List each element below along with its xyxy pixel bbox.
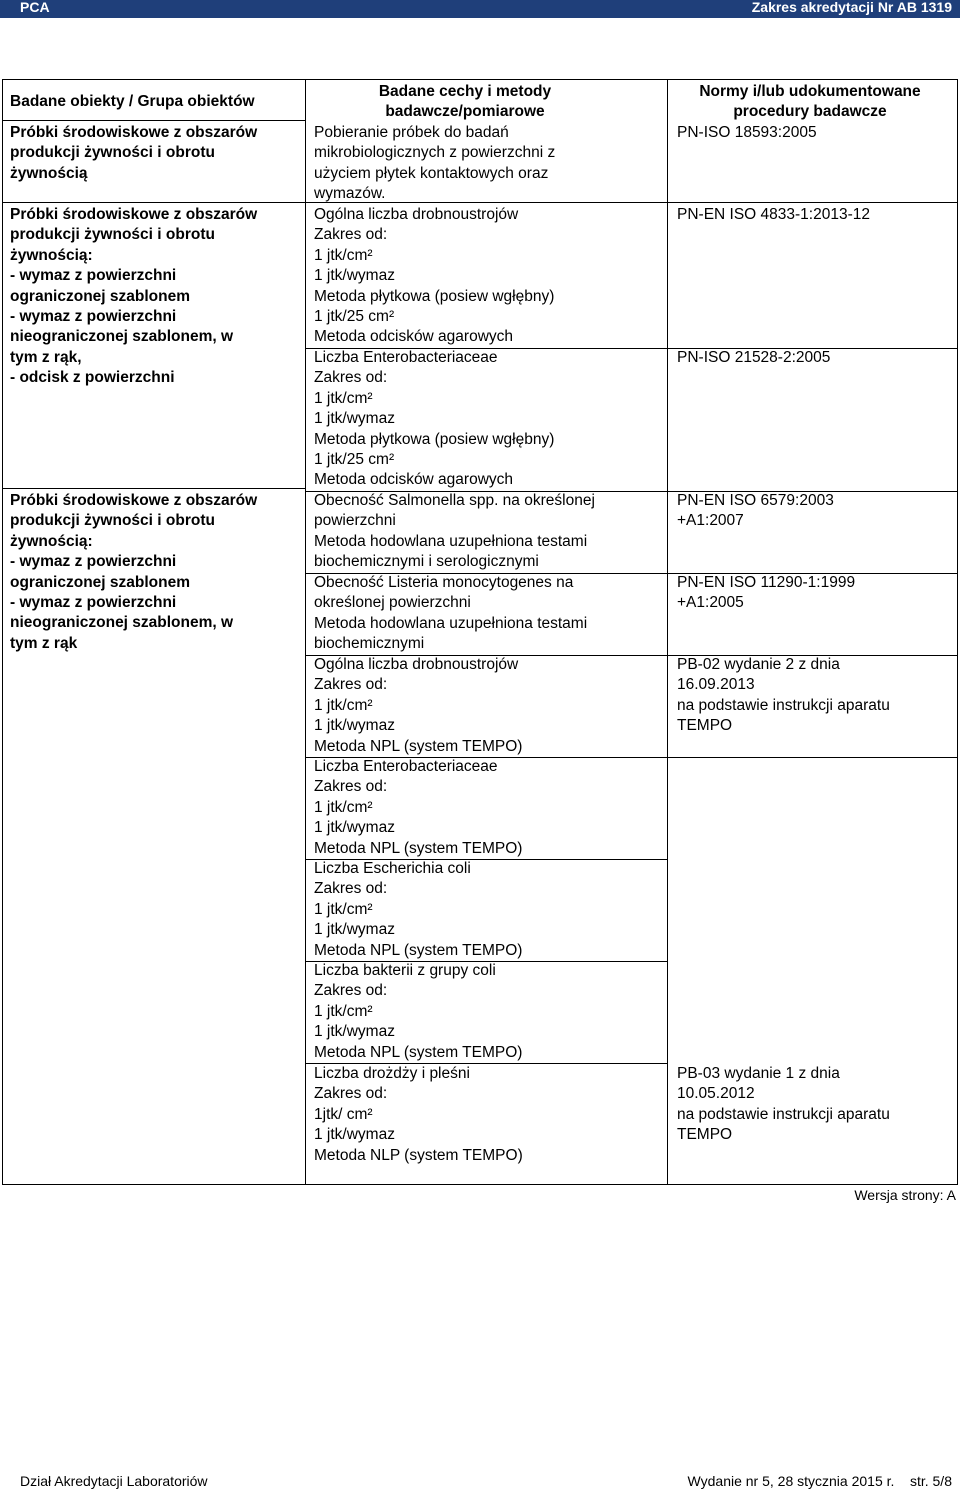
method-block-2 [314,205,659,348]
method-block-5 [314,573,659,655]
object-line: - odcisk z powierzchni [10,369,175,387]
row-divider [3,202,305,203]
norm-block-1 [677,123,949,143]
method-line: Zakres od: [314,226,388,244]
method-line: Metoda płytkowa (posiew wgłębny) [314,287,555,305]
method-block-9 [314,961,659,1063]
method-block-4 [314,491,659,573]
row-divider [3,488,305,489]
method-block-7 [314,757,659,859]
methods-header-line: Badane cechy i metody [378,83,552,100]
header-org: PCA [20,0,50,15]
method-line: określonej powierzchni [314,594,471,612]
norm-line: +A1:2007 [677,512,744,530]
object-line: - wymaz z powierzchni [10,308,177,326]
object-line: produkcji żywności i obrotu [10,144,215,162]
method-line: Obecność Listeria monocytogenes na [314,574,574,591]
method-line: Pobieranie próbek do badań [314,124,509,141]
methods-header-line: badawcze/pomiarowe [385,103,545,121]
object-line: żywnością: [10,532,93,550]
object-line: ograniczonej szablonem [10,573,191,591]
method-line: Liczba Enterobacteriaceae [314,349,498,366]
method-line: Ogólna liczba drobnoustrojów [314,206,519,223]
method-line: powierzchni [314,512,396,530]
method-line: biochemicznymi i serologicznymi [314,553,539,571]
method-line: użyciem płytek kontaktowych oraz [314,164,549,182]
object-line: żywnością: [10,246,93,264]
footer-edition: Wydanie nr 5, 28 stycznia 2015 r. str. 5/8 [687,1473,952,1489]
method-line: 1 jtk/cm² [314,1002,373,1020]
method-line: 1 jtk/wymaz [314,410,395,428]
norm-line: 10.05.2012 [677,1085,755,1103]
object-line: tym z rąk [10,634,78,652]
method-line: 1 jtk/25 cm² [314,308,395,326]
method-line: 1 jtk/cm² [314,900,373,918]
method-line: Metoda NPL (system TEMPO) [314,1043,523,1061]
norms-header [677,82,949,123]
method-line: 1 jtk/wymaz [314,267,395,285]
method-line: wymazów. [314,185,386,203]
method-line: mikrobiologicznych z powierzchni z [314,144,556,162]
norm-line: PN-EN ISO 6579:2003 [677,492,834,509]
method-line: Zakres od: [314,778,388,796]
method-line: 1 jtk/cm² [314,696,373,714]
method-line: Zakres od: [314,982,388,1000]
method-line: Zakres od: [314,1085,388,1103]
norms-header-line: procedury badawcze [733,103,887,121]
method-line: Zakres od: [314,676,388,694]
norm-block-4 [677,491,949,532]
norm-line: na podstawie instrukcji aparatu [677,1105,890,1123]
method-line: Liczba bakterii z grupy coli [314,962,496,979]
norm-line: 16.09.2013 [677,676,755,694]
object-line: - wymaz z powierzchni [10,594,177,612]
column-divider [667,80,668,1184]
method-line: 1 jtk/cm² [314,389,373,407]
method-line: Metoda NPL (system TEMPO) [314,941,523,959]
methods-header [314,82,659,123]
object-line: produkcji żywności i obrotu [10,512,215,530]
norm-block-7 [677,1064,949,1146]
norm-block-5 [677,573,949,614]
method-line: 1 jtk/wymaz [314,717,395,735]
norm-line: PN-ISO 18593:2005 [677,124,817,141]
method-line: 1 jtk/wymaz [314,1126,395,1144]
method-line: Metoda NPL (system TEMPO) [314,839,523,857]
method-block-1 [314,123,659,205]
method-line: Metoda płytkowa (posiew wgłębny) [314,430,555,448]
column-divider [305,80,306,1184]
norm-block-6 [677,655,949,737]
method-line: Zakres od: [314,369,388,387]
method-line: 1 jtk/25 cm² [314,451,395,469]
object-line: - wymaz z powierzchni [10,267,177,285]
objects-header: Badane obiekty / Grupa obiektów [10,93,255,110]
object-line: tym z rąk, [10,348,82,366]
object-line: produkcji żywności i obrotu [10,226,215,244]
object-group-1 [10,123,300,184]
method-line: Metoda NPL (system TEMPO) [314,737,523,755]
object-line: Próbki środowiskowe z obszarów [10,124,258,141]
norm-line: PB-03 wydanie 1 z dnia [677,1065,840,1082]
norm-line: PN-EN ISO 11290-1:1999 [677,574,856,591]
norm-line: PB-02 wydanie 2 z dnia [677,656,840,673]
norms-header-line: Normy i/lub udokumentowane [699,83,921,100]
page-version: Wersja strony: A [854,1187,956,1203]
object-line: ograniczonej szablonem [10,287,191,305]
footer-department: Dział Akredytacji Laboratoriów [20,1473,208,1489]
method-line: Metoda odcisków agarowych [314,328,514,346]
method-line: Liczba Escherichia coli [314,860,471,877]
method-block-8 [314,859,659,961]
object-line: żywnością [10,164,88,182]
object-line: - wymaz z powierzchni [10,553,177,571]
row-divider [3,120,305,121]
method-line: 1 jtk/cm² [314,246,373,264]
method-line: Ogólna liczba drobnoustrojów [314,656,519,673]
norm-line: TEMPO [677,717,733,735]
header-title: Zakres akredytacji Nr AB 1319 [751,0,952,15]
norm-line: TEMPO [677,1126,733,1144]
object-line: nieograniczonej szablonem, w [10,328,234,346]
object-group-3 [10,491,300,654]
method-line: Liczba Enterobacteriaceae [314,758,498,775]
object-line: nieograniczonej szablonem, w [10,614,234,632]
method-line: Zakres od: [314,880,388,898]
method-line: 1 jtk/wymaz [314,1023,395,1041]
norm-block-3 [677,348,949,368]
method-line: 1 jtk/wymaz [314,921,395,939]
row-divider [667,202,957,203]
method-line: Metoda odcisków agarowych [314,471,514,489]
method-line: 1jtk/ cm² [314,1105,373,1123]
method-line: Liczba drożdży i pleśni [314,1065,470,1082]
method-block-10 [314,1064,659,1166]
method-block-6 [314,655,659,757]
method-line: biochemicznymi [314,635,425,653]
norm-line: PN-EN ISO 4833-1:2013-12 [677,206,870,223]
objects-column [10,92,300,112]
method-line: 1 jtk/wymaz [314,819,395,837]
method-line: 1 jtk/cm² [314,798,373,816]
norm-line: PN-ISO 21528-2:2005 [677,349,831,366]
norm-block-2 [677,205,949,225]
norm-line: na podstawie instrukcji aparatu [677,696,890,714]
method-line: Metoda hodowlana uzupełniona testami [314,614,588,632]
object-group-2 [10,205,300,389]
object-line: Próbki środowiskowe z obszarów [10,492,258,509]
method-block-3 [314,348,659,491]
row-divider [667,757,957,758]
method-line: Metoda NLP (system TEMPO) [314,1146,523,1164]
page-header [0,0,960,18]
method-line: Metoda hodowlana uzupełniona testami [314,532,588,550]
method-line: Obecność Salmonella spp. na określonej [314,492,595,509]
object-line: Próbki środowiskowe z obszarów [10,206,258,223]
norm-line: +A1:2005 [677,594,744,612]
